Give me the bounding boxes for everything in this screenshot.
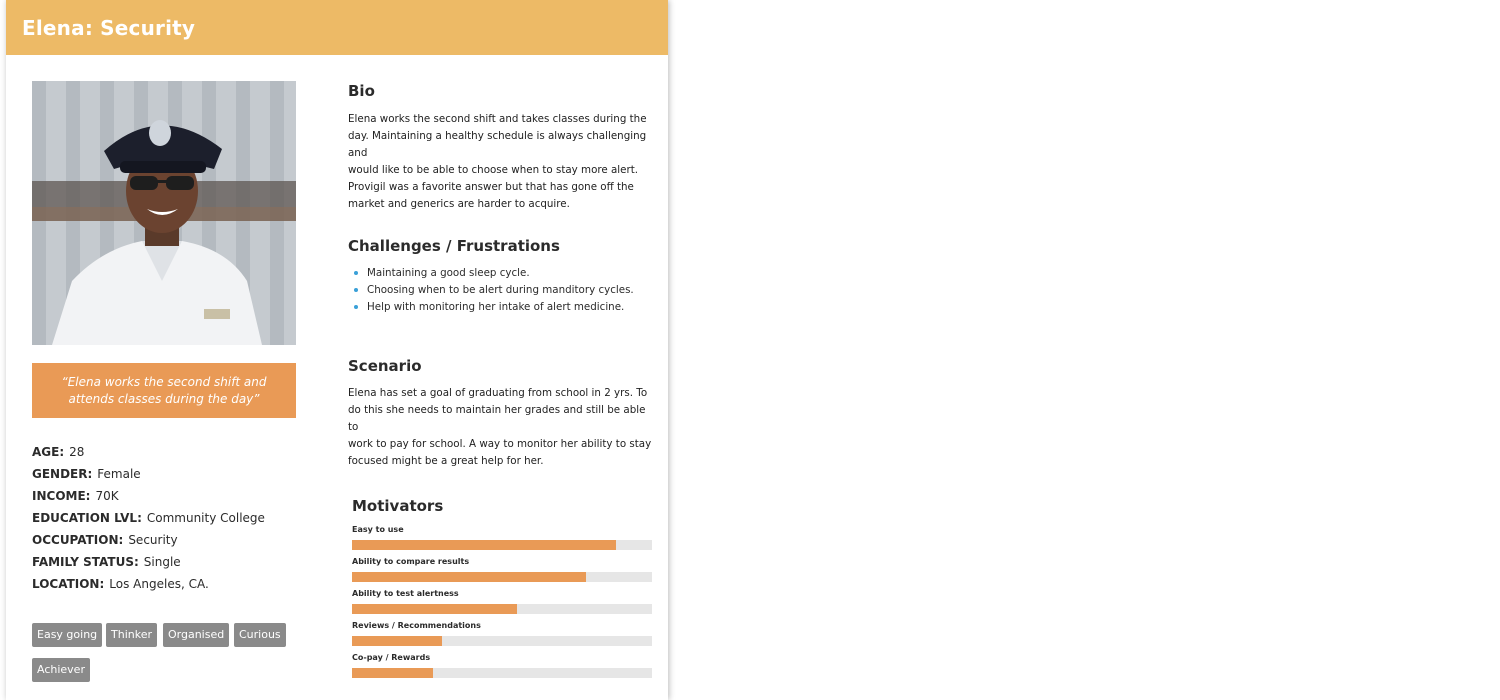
motivators-title: Motivators — [352, 497, 444, 515]
motivator-fill — [352, 636, 442, 646]
bio-text — [348, 111, 658, 213]
fact-value: Los Angeles, CA. — [109, 577, 209, 591]
scenario-line: do this she needs to maintain her grades and still be able to — [348, 404, 646, 433]
challenge-text: Choosing when to be alert during manditory cycles. — [367, 284, 634, 296]
motivator-track — [352, 636, 652, 646]
persona-photo-image — [32, 81, 296, 345]
challenge-text: Maintaining a good sleep cycle. — [367, 267, 530, 279]
list-item — [348, 299, 634, 316]
motivator-label: Ability to compare results — [352, 557, 470, 566]
tag-curious: Curious — [234, 623, 286, 647]
fact-income — [32, 487, 322, 509]
fact-location — [32, 575, 322, 597]
bio-line: Elena works the second shift and takes classes during the — [348, 113, 647, 125]
fact-label: AGE: — [32, 445, 65, 459]
challenges-title: Challenges / Frustrations — [348, 237, 560, 255]
fact-label: LOCATION: — [32, 577, 105, 591]
fact-value: Security — [128, 533, 178, 547]
fact-value: Single — [143, 555, 181, 569]
scenario-line: work to pay for school. A way to monitor her ability to stay — [348, 438, 652, 450]
fact-value: 70K — [95, 489, 119, 503]
tag-organised: Organised — [163, 623, 229, 647]
motivator-track — [352, 604, 652, 614]
tag-easy-going: Easy going — [32, 623, 102, 647]
fact-label: FAMILY STATUS: — [32, 555, 139, 569]
tag-thinker: Thinker — [106, 623, 157, 647]
motivator-fill — [352, 540, 616, 550]
fact-education — [32, 509, 322, 531]
motivator-fill — [352, 668, 433, 678]
fact-age — [32, 443, 322, 465]
motivator-fill — [352, 604, 517, 614]
motivators-list — [352, 524, 652, 684]
fact-label: GENDER: — [32, 467, 93, 481]
bio-line: would like to be able to choose when to stay more alert. — [348, 164, 639, 176]
list-item — [348, 265, 634, 282]
bio-line: market and generics are harder to acquire. — [348, 198, 570, 210]
fact-value: Female — [97, 467, 141, 481]
fact-value: Community College — [146, 511, 265, 525]
scenario-line: focused might be a great help for her. — [348, 455, 544, 467]
fact-gender — [32, 465, 322, 487]
motivator-fill — [352, 572, 586, 582]
bio-title: Bio — [348, 82, 375, 100]
motivator-track — [352, 540, 652, 550]
motivator-row — [352, 524, 652, 556]
persona-photo — [32, 81, 296, 345]
fact-label: EDUCATION LVL: — [32, 511, 142, 525]
scenario-title: Scenario — [348, 357, 422, 375]
scenario-text — [348, 385, 658, 470]
bio-line: Provigil was a favorite answer but that has gone off the — [348, 181, 634, 193]
motivator-label: Co-pay / Rewards — [352, 653, 431, 662]
persona-header — [6, 0, 668, 55]
motivator-row — [352, 588, 652, 620]
motivator-row — [352, 620, 652, 652]
motivator-label: Reviews / Recommendations — [352, 621, 481, 630]
persona-card — [6, 0, 668, 700]
bio-line: day. Maintaining a healthy schedule is always challenging and — [348, 130, 647, 159]
bullet-icon — [354, 271, 358, 275]
motivator-track — [352, 668, 652, 678]
fact-occupation — [32, 531, 322, 553]
fact-label: OCCUPATION: — [32, 533, 124, 547]
motivator-row — [352, 652, 652, 684]
motivator-label: Ability to test alertness — [352, 589, 459, 598]
motivator-track — [352, 572, 652, 582]
fact-label: INCOME: — [32, 489, 91, 503]
bullet-icon — [354, 305, 358, 309]
persona-title: Elena: Security — [22, 15, 196, 40]
fact-value: 28 — [69, 445, 85, 459]
motivator-label: Easy to use — [352, 525, 404, 534]
tag-achiever: Achiever — [32, 658, 90, 682]
motivator-row — [352, 556, 652, 588]
fact-family-status — [32, 553, 322, 575]
scenario-line: Elena has set a goal of graduating from school in 2 yrs. To — [348, 387, 648, 399]
list-item — [348, 282, 634, 299]
challenge-text: Help with monitoring her intake of alert medicine. — [367, 301, 625, 313]
persona-quote: “Elena works the second shift and attends classes during the day” — [32, 363, 296, 418]
persona-facts — [32, 443, 322, 597]
challenges-list — [348, 265, 634, 316]
bullet-icon — [354, 288, 358, 292]
